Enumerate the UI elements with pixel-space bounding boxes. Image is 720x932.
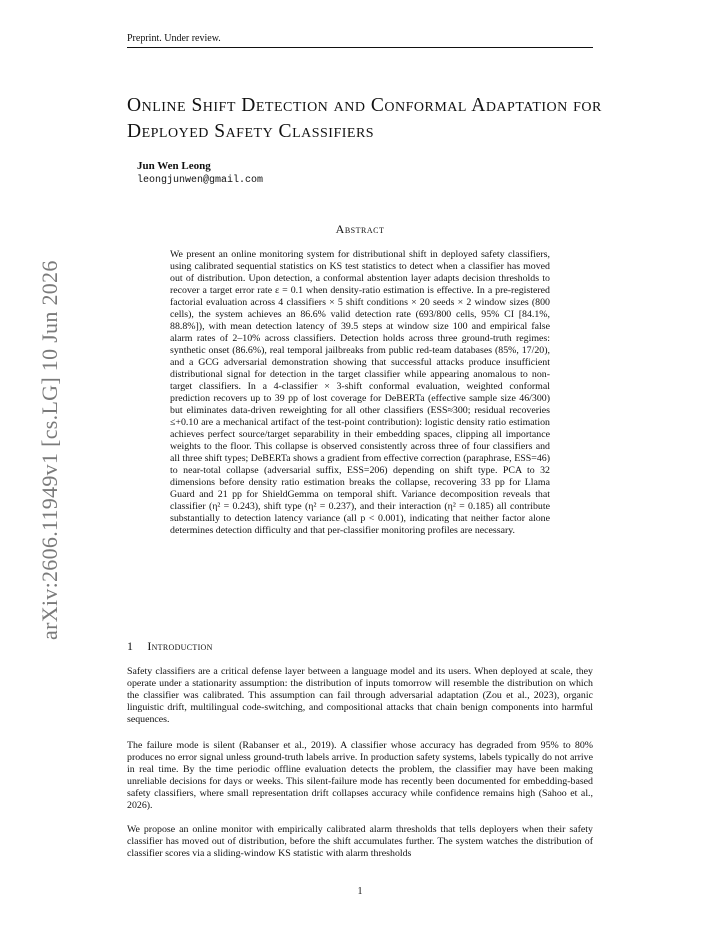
running-header: Preprint. Under review.: [127, 33, 593, 48]
section-heading: [127, 639, 213, 654]
section-title: Introduction: [147, 639, 213, 653]
intro-paragraph-2: The failure mode is silent (Rabanser et al., 2019). A classifier whose accuracy has degraded from 95% to 80% produces no error signal unless ground-truth labels arrive. In production safety systems, labels typically do not arrive in real time. By the time periodic offline evaluation detects the problem, the classifier may have been making unreliable decisions for days or weeks. This silent-failure mode has recently been documented for embedding-based safety classifiers, where small representation drift collapses accuracy while confidence remains high (Sahoo et al., 2026).: [127, 740, 593, 812]
intro-paragraph-3: We propose an online monitor with empirically calibrated alarm thresholds that tells deployers when their safety classifier has moved out of distribution, before the shift accumulates further. The system watches the distribution of classifier scores via a sliding-window KS statistic with alarm thresholds: [127, 824, 593, 860]
abstract-heading: Abstract: [335, 222, 385, 236]
section-number: 1: [127, 639, 134, 653]
page-number: 1: [357, 886, 363, 897]
intro-paragraph-1: Safety classifiers are a critical defense layer between a language model and its users. When deployed at scale, they operate under a stationarity assumption: the distribution of inputs tomorrow will resemble the distribution on which the classifier was calibrated. This assumption can fail through adversarial adaptation (Zou et al., 2023), organic linguistic drift, multilingual code-switching, and compositional attacks that chain benign components into harmful sequences.: [127, 666, 593, 726]
arxiv-identifier[interactable]: arXiv:2606.11949v1 [cs.LG] 10 Jun 2026: [37, 260, 62, 640]
author-email[interactable]: leongjunwen@gmail.com: [137, 175, 264, 186]
paper-title: Online Shift Detection and Conformal Adaptation for Deployed Safety Classifiers: [127, 95, 602, 142]
abstract-text: We present an online monitoring system for distributional shift in deployed safety classifiers, using calibrated sequential statistics on KS test statistics to detect when a classifier has moved out of distribution. Upon detection, a conformal abstention layer adapts decision thresholds to recover a target error rate ε = 0.1 when density-ratio estimation is effective. In a pre-registered factorial evaluation across 4 classifiers × 5 shift conditions × 20 seeds × 2 window sizes (800 cells), the system achieves an 86.6% valid detection rate (693/800 cells, 95% CI [84.1%, 88.8%]), with mean detection latency of 39.5 steps at window size 100 and empirical false alarm rates of 2–10% across classifiers. Detection holds across three ground-truth regimes: synthetic onset (86.6%), real temporal jailbreaks from public red-team databases (85%, 17/20), and a GCG adversarial demonstration showing that successful attacks produce insufficient distributional signal for detection in the target classifier while appearing anomalous to non-target classifiers. In a 4-classifier × 3-shift conformal evaluation, weighted conformal prediction recovers up to 39 pp of lost coverage for DeBERTa (effective sample size 46/300) but eliminates data-driven reweighting for all other classifiers (ESS≈300; residual recoveries ≤+0.10 are a mechanical artifact of the test-point contribution): logistic density ratio estimation achieves perfect source/target separability in their embedding spaces, clipping all importance weights to the floor. This collapse is observed consistently across three of four classifiers and all three shift types; DeBERTa shows a gradient from effective correction (paraphrase, ESS=46) to near-total collapse (adversarial suffix, ESS=206) depending on shift type. PCA to 32 dimensions before density ratio estimation breaks the collapse, recovering 33 pp for Llama Guard and 21 pp for ShieldGemma on temporal shift. Variance decomposition reveals that classifier (η² = 0.243), shift type (η² = 0.237), and their interaction (η² = 0.185) all contribute substantially to detection latency variance (all p < 0.001), indicating that neither factor alone determines detection difficulty and that per-classifier monitoring profiles are necessary.: [170, 249, 550, 537]
author-name: Jun Wen Leong: [137, 160, 211, 172]
